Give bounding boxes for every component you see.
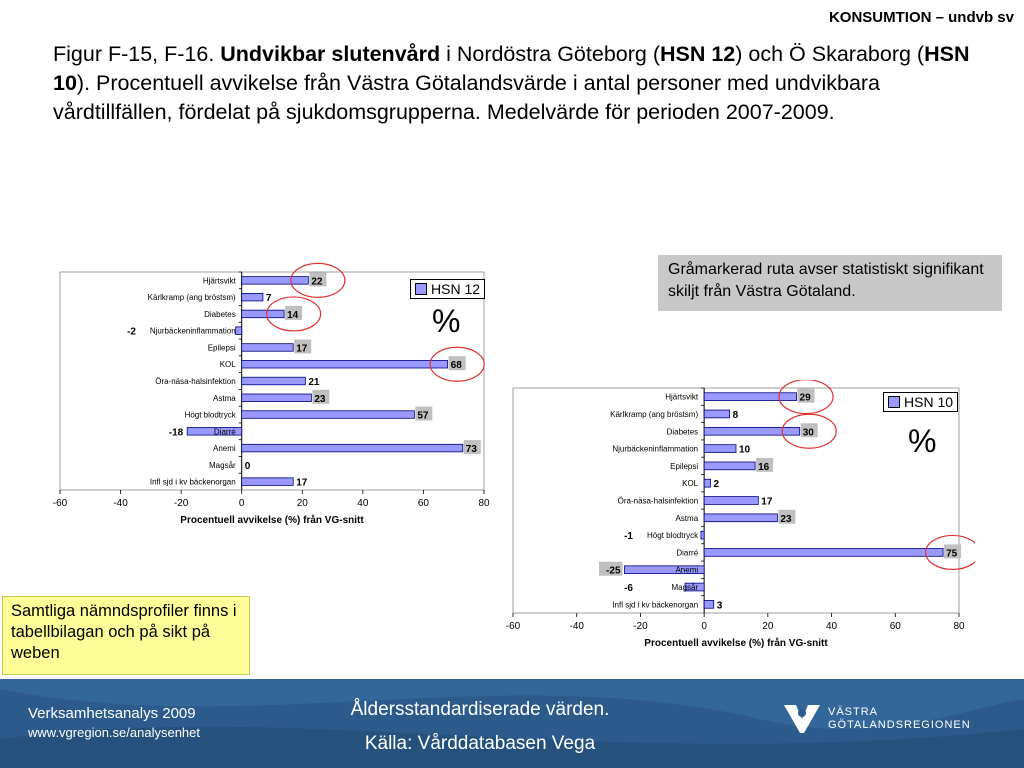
value-label: 68 [450, 360, 462, 372]
x-tick-label: 40 [357, 498, 369, 509]
category-label: Epilepsi [207, 343, 236, 353]
category-label: Diabetes [666, 427, 699, 437]
x-tick-label: 60 [417, 498, 429, 509]
legend-hsn12 [410, 279, 485, 299]
category-label: Astma [213, 393, 236, 403]
x-axis-label: Procentuell avvikelse (%) från VG-snitt [644, 638, 828, 649]
category-label: Diabetes [204, 309, 236, 319]
value-label: 8 [732, 409, 739, 421]
value-label: 22 [311, 276, 323, 288]
bar [704, 549, 943, 557]
chart-hsn10-svg [495, 380, 975, 660]
value-label: -6 [624, 583, 633, 595]
bar [236, 327, 242, 335]
bar [704, 479, 710, 487]
value-label: 10 [739, 444, 751, 456]
value-label: 29 [799, 392, 811, 404]
x-tick-label: 0 [701, 621, 707, 632]
category-label: Infl sjd i kv bäckenorgan [149, 477, 236, 487]
value-label: 17 [296, 343, 308, 355]
x-tick-label: -20 [173, 498, 189, 509]
percent-marker-hsn12: % [432, 303, 461, 339]
bar [242, 344, 293, 352]
x-tick-label: 80 [478, 498, 490, 509]
value-label: 75 [946, 548, 958, 560]
bar [704, 514, 777, 522]
category-label: KOL [682, 479, 699, 489]
legend-hsn10 [883, 392, 958, 412]
chart-hsn12-svg [40, 262, 500, 542]
value-label: 23 [780, 513, 792, 525]
value-label: 0 [244, 460, 251, 472]
value-label: -1 [624, 531, 633, 543]
category-label: Njurbäckeninflammation [612, 444, 699, 454]
category-label: Högt blodtryck [647, 531, 699, 541]
x-tick-label: 60 [889, 621, 901, 632]
x-tick-label: -60 [52, 498, 68, 509]
value-label: 21 [308, 377, 320, 388]
category-label: Hjärtsvikt [665, 392, 699, 402]
category-label: Öra-näsa-halsinfektion [155, 377, 236, 386]
value-label: 3 [716, 600, 723, 612]
value-label: 57 [417, 410, 429, 422]
category-label: Diarré [676, 548, 699, 558]
x-tick-label: -40 [113, 498, 128, 509]
category-label: Diarré [213, 427, 236, 437]
bar [242, 394, 312, 402]
category-label: Njurbäckeninflammation [149, 326, 236, 336]
x-tick-label: -40 [569, 621, 584, 632]
bar [704, 462, 755, 470]
x-tick-label: 0 [238, 498, 245, 509]
category-label: Anemi [675, 565, 699, 575]
logo-text-1: VÄSTRA [828, 706, 879, 718]
category-label: Öra-näsa-halsinfektion [617, 496, 699, 506]
value-label: -2 [127, 326, 136, 338]
footer-source [290, 693, 670, 761]
x-tick-label: 80 [953, 621, 965, 632]
category-label: Högt blodtryck [184, 410, 236, 420]
category-label: Hjärtsvikt [202, 276, 236, 286]
legend-swatch [415, 283, 427, 295]
profile-info-box: Samtliga nämndsprofiler finns i tabellbilagan och på sikt på weben [2, 596, 250, 675]
x-tick-label: -20 [633, 621, 648, 632]
vgr-logo-icon [782, 701, 822, 737]
category-label: Kärlkramp (ang bröstsm) [147, 293, 236, 303]
figure-title: Figur F-15, F-16. Undvikbar slutenvård i Nordöstra Göteborg (HSN 12) och Ö Skaraborg (HSN 10). Procentuell avvikelse från Västra Götalandsvärde i antal personer med undvikbara vårdtillfällen, fördelat på sjukdomsgrupperna. Medelvärde för perioden 2007-2009. [53, 42, 970, 124]
category-label: Infl sjd i kv bäckenorgan [612, 600, 699, 610]
value-label: 2 [713, 479, 720, 491]
x-tick-label: 20 [762, 621, 774, 632]
category-label: Magsår [209, 460, 236, 470]
x-axis-label: Procentuell avvikelse (%) från VG-snitt [180, 515, 364, 526]
bar [704, 393, 796, 401]
category-label: Magsår [671, 583, 699, 593]
category-label: KOL [219, 360, 236, 370]
value-label: 16 [758, 461, 770, 473]
footer-url: www.vgregion.se/analysenhet [28, 725, 200, 740]
bar [242, 310, 284, 318]
bar [242, 377, 306, 385]
legend-label: HSN 12 [431, 281, 481, 297]
category-label: Anemi [213, 444, 236, 454]
footer-band [0, 679, 1024, 768]
bar [701, 531, 704, 539]
footer-credits [28, 705, 200, 740]
bar [242, 444, 463, 452]
logo-text-2: GÖTALANDSREGIONEN [828, 719, 971, 731]
legend-swatch [888, 396, 900, 408]
category-label: Astma [675, 513, 699, 523]
bar [242, 277, 309, 285]
significance-note: Gråmarkerad ruta avser statistiskt signifikant skiljt från Västra Götaland. [658, 255, 1002, 311]
footer-data-source: Källa: Vårddatabasen Vega [364, 733, 596, 754]
percent-marker-hsn10: % [908, 423, 937, 459]
bar [242, 478, 293, 486]
bar [242, 293, 263, 301]
section-tag: KONSUMTION – undvb sv [828, 9, 1014, 26]
bar [704, 427, 800, 435]
x-tick-label: -60 [505, 621, 521, 632]
value-label: -25 [606, 565, 621, 577]
bar [242, 411, 415, 419]
value-label: -18 [168, 427, 184, 439]
bar [704, 410, 729, 418]
chart-hsn10 [495, 380, 975, 665]
bar [704, 497, 758, 505]
value-label: 14 [287, 309, 299, 321]
legend-label: HSN 10 [904, 394, 954, 410]
x-tick-label: 20 [296, 498, 308, 509]
bar [242, 360, 448, 368]
bar [704, 445, 736, 453]
category-label: Epilepsi [670, 461, 699, 471]
vgr-logo [782, 701, 971, 737]
value-label: 17 [296, 477, 308, 489]
footer-report-name: Verksamhetsanalys 2009 [28, 705, 196, 722]
value-label: 23 [314, 393, 326, 405]
value-label: 17 [761, 496, 773, 508]
value-label: 7 [265, 293, 272, 305]
bar [704, 600, 714, 608]
category-label: Kärlkramp (ang bröstsm) [610, 409, 699, 419]
footer-age-note: Åldersstandardiserade värden. [350, 699, 610, 720]
chart-hsn12 [40, 262, 500, 547]
value-label: 30 [802, 427, 814, 439]
x-tick-label: 40 [826, 621, 838, 632]
value-label: 73 [465, 444, 477, 456]
